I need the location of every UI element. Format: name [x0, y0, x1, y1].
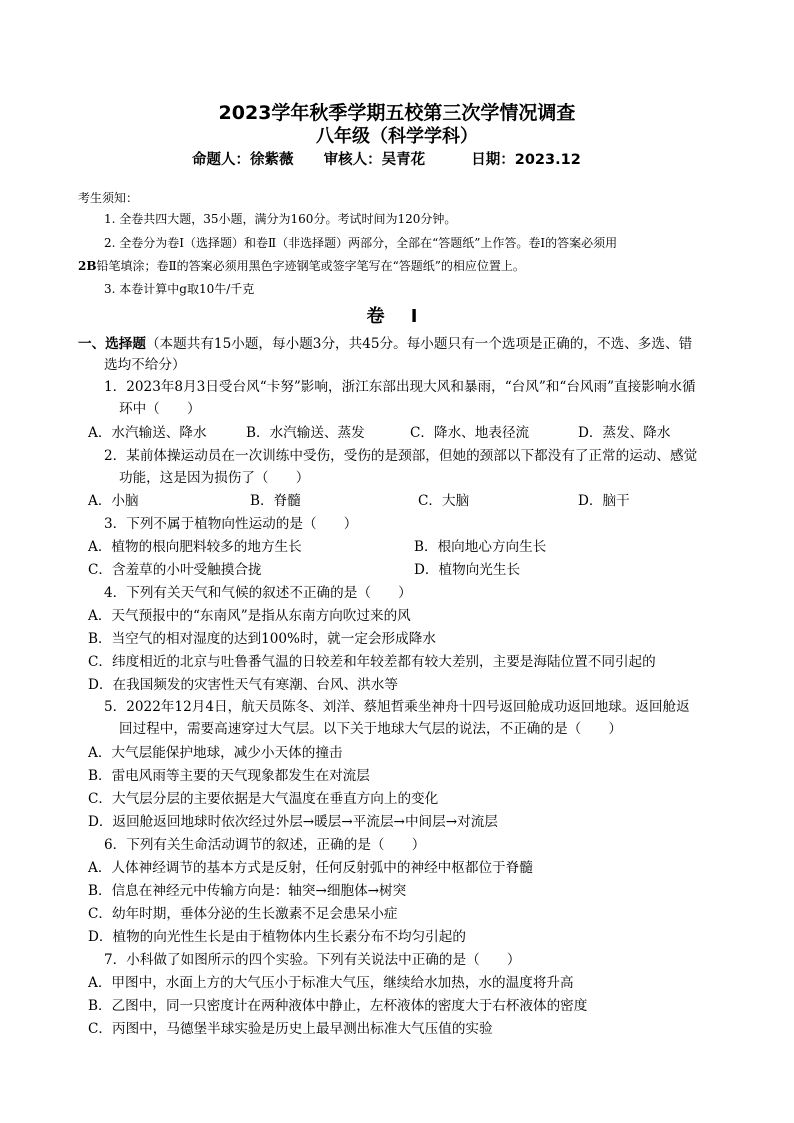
date-label: 日期：2023.12 — [471, 152, 581, 168]
q7-option-b: B．乙图中，同一只密度计在两种液体中静止，左杯液体的密度大于右杯液体的密度 — [88, 998, 588, 1014]
q3-option-a: A．植物的根向肥料较多的地方生长 — [88, 539, 302, 555]
q3-option-b: B．根向地心方向生长 — [414, 539, 547, 555]
notice-item-3: 3. 本卷计算中g取10牛/千克 — [104, 282, 255, 296]
q1-option-c: C．降水、地表径流 — [410, 425, 530, 441]
part1-heading-bold: 一、选择题 — [78, 336, 146, 352]
part1-heading-text: （本题共有15小题，每小题3分，共45分。每小题只有一个选项是正确的，不选、多选、错 — [145, 336, 693, 352]
q7-option-a: A．甲图中，水面上方的大气压小于标准大气压，继续给水加热，水的温度将升高 — [88, 975, 574, 991]
question-4-stem: 4．下列有关天气和气候的叙述不正确的是（ ） — [104, 585, 412, 601]
exam-title: 2023学年秋季学期五校第三次学情况调查 — [218, 102, 576, 124]
q2-option-b: B．脊髓 — [250, 493, 301, 509]
q7-option-c: C．丙图中，马德堡半球实验是历史上最早测出标准大气压值的实验 — [88, 1021, 493, 1037]
q2-option-c: C．大脑 — [418, 493, 470, 509]
q6-option-d: D．植物的向光性生长是由于植物体内生长素分布不均匀引起的 — [88, 929, 466, 945]
question-5-stem: 5．2022年12月4日，航天员陈冬、刘洋、蔡旭哲乘坐神舟十四号返回舱成功返回地球。返回舱返 — [104, 699, 690, 715]
section-title: 卷 Ⅰ — [366, 306, 428, 327]
q1-option-d: D．蒸发、降水 — [578, 425, 671, 441]
notice-item-2a: 2. 全卷分为卷Ⅰ（选择题）和卷Ⅱ（非选择题）两部分，全部在“答题纸”上作答。卷Ⅰ的答案必须用 — [104, 236, 618, 250]
exam-meta — [192, 148, 581, 169]
q6-option-c: C．幼年时期，垂体分泌的生长激素不足会患呆小症 — [88, 906, 398, 922]
q4-option-c: C．纬度相近的北京与吐鲁番气温的日较差和年较差都有较大差别，主要是海陆位置不同引起的 — [88, 654, 656, 670]
question-1-stem-2: 环中（ ） — [119, 401, 201, 417]
question-2-stem: 2．某前体操运动员在一次训练中受伤，受伤的是颈部，但她的颈部以下都没有了正常的运动、感觉 — [104, 448, 698, 464]
question-7-stem: 7．小科做了如图所示的四个实验。下列有关说法中正确的是（ ） — [104, 952, 521, 968]
notice-item-2b — [78, 258, 525, 274]
part1-heading-line2: 选均不给分） — [104, 357, 186, 373]
q6-option-a: A．人体神经调节的基本方式是反射，任何反射弧中的神经中枢都位于脊髓 — [88, 860, 533, 876]
question-6-stem: 6．下列有关生命活动调节的叙述，正确的是（ ） — [104, 837, 426, 853]
reviewer-label: 审核人：吴青花 — [323, 152, 426, 168]
q5-option-c: C．大气层分层的主要依据是大气温度在垂直方向上的变化 — [88, 791, 439, 807]
q5-option-d: D．返回舱返回地球时依次经过外层→暖层→平流层→中间层→对流层 — [88, 814, 498, 830]
question-1-stem: 1．2023年8月3日受台风“卡努”影响，浙江东部出现大风和暴雨，“台风”和“台风雨”直接影响水循 — [104, 379, 696, 395]
q3-option-d: D．植物向光生长 — [414, 562, 521, 578]
notice-item-1: 1. 全卷共四大题，35小题，满分为160分。考试时间为120分钟。 — [104, 212, 457, 226]
q4-option-d: D．在我国频发的灾害性天气有寒潮、台风、洪水等 — [88, 677, 398, 693]
q4-option-b: B．当空气的相对湿度的达到100%时，就一定会形成降水 — [88, 631, 436, 647]
notice-item-2b-text: 铅笔填涂；卷Ⅱ的答案必须用黑色字迹钢笔或签字笔写在“答题纸”的相应位置上。 — [96, 259, 525, 273]
q2-option-a: A．小脑 — [88, 493, 139, 509]
part1-heading — [78, 335, 692, 353]
notice-heading: 考生须知： — [78, 191, 139, 205]
question-2-stem-2: 功能，这是因为损伤了（ ） — [119, 470, 310, 486]
author-label: 命题人：徐紫薇 — [192, 152, 294, 168]
q5-option-a: A．大气层能保护地球，减少小天体的撞击 — [88, 745, 343, 761]
q1-option-a: A．水汽输送、降水 — [88, 425, 207, 441]
exam-subtitle: 八年级（科学学科） — [316, 126, 478, 147]
notice-item-2b-bold: 2B — [78, 259, 97, 273]
q5-option-b: B．雷电风雨等主要的天气现象都发生在对流层 — [88, 768, 370, 784]
question-3-stem: 3．下列不属于植物向性运动的是（ ） — [104, 516, 358, 532]
q1-option-b: B．水汽输送、蒸发 — [246, 425, 365, 441]
q2-option-d: D．脑干 — [578, 493, 630, 509]
q3-option-c: C．含羞草的小叶受触摸合拢 — [88, 562, 262, 578]
q6-option-b: B．信息在神经元中传输方向是：轴突→细胞体→树突 — [88, 883, 407, 899]
q4-option-a: A．天气预报中的“东南风”是指从东南方向吹过来的风 — [88, 608, 411, 624]
question-5-stem-2: 回过程中，需要高速穿过大气层。以下关于地球大气层的说法，不正确的是（ ） — [119, 721, 622, 737]
